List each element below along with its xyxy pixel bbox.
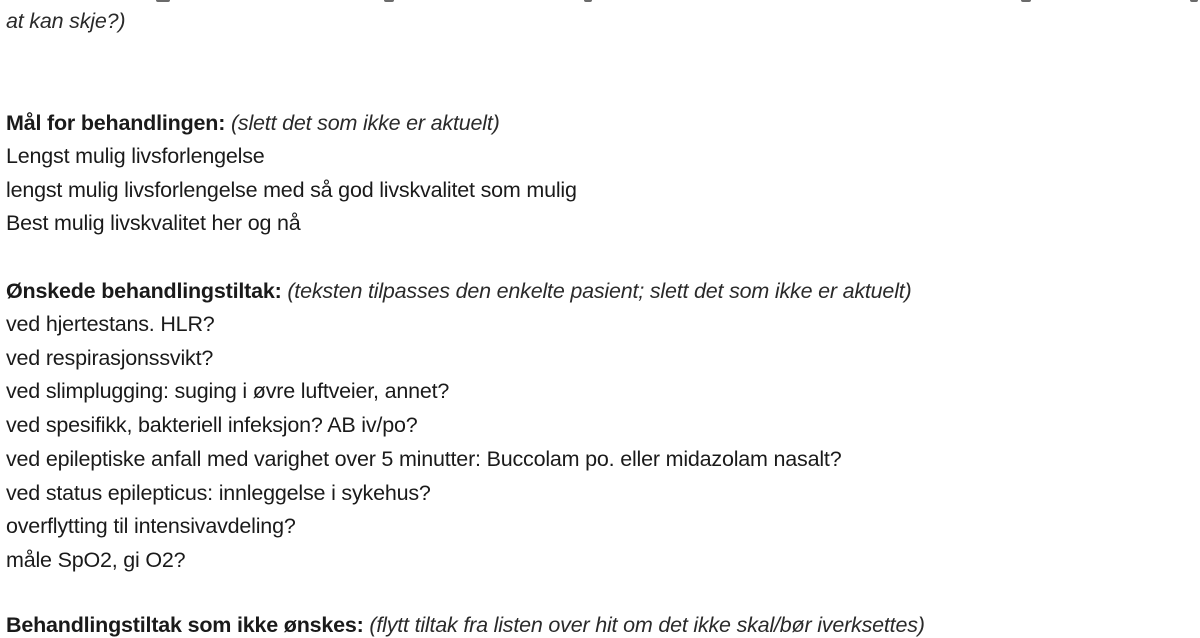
goals-heading: Mål for behandlingen: (6, 111, 226, 135)
intro-continuation: at kan skje?) (6, 9, 126, 33)
measure-item: ved slimplugging: suging i øvre luftveier, annet? (6, 379, 450, 403)
goal-item: Lengst mulig livsforlengelse (6, 144, 265, 168)
desired-measures-note: (teksten tilpasses den enkelte pasient; slett det som ikke er aktuelt) (287, 279, 912, 303)
desired-measures-heading-line (6, 278, 912, 304)
measure-item: ved spesifikk, bakteriell infeksjon? AB iv/po? (6, 413, 418, 437)
measure-item: ved epileptiske anfall med varighet over 5 minutter: Buccolam po. eller midazolam nasalt? (6, 447, 842, 471)
cut-off-text-line (6, 0, 1200, 6)
goal-item: lengst mulig livsforlengelse med så god livskvalitet som mulig (6, 178, 577, 202)
undesired-measures-heading-line (6, 612, 925, 638)
goals-heading-line (6, 110, 500, 136)
measure-item: overflytting til intensivavdeling? (6, 514, 296, 538)
measure-item: ved respirasjonssvikt? (6, 346, 214, 370)
measure-item: ved hjertestans. HLR? (6, 312, 215, 336)
goal-item: Best mulig livskvalitet her og nå (6, 211, 301, 235)
measure-item: ved status epilepticus: innleggelse i sykehus? (6, 481, 431, 505)
undesired-measures-heading: Behandlingstiltak som ikke ønskes: (6, 613, 364, 637)
measure-item: måle SpO2, gi O2? (6, 548, 186, 572)
goals-note: (slett det som ikke er aktuelt) (230, 111, 500, 135)
desired-measures-heading: Ønskede behandlingstiltak: (6, 279, 282, 303)
undesired-measures-note: (flytt tiltak fra listen over hit om det ikke skal/bør iverksettes) (369, 613, 925, 637)
